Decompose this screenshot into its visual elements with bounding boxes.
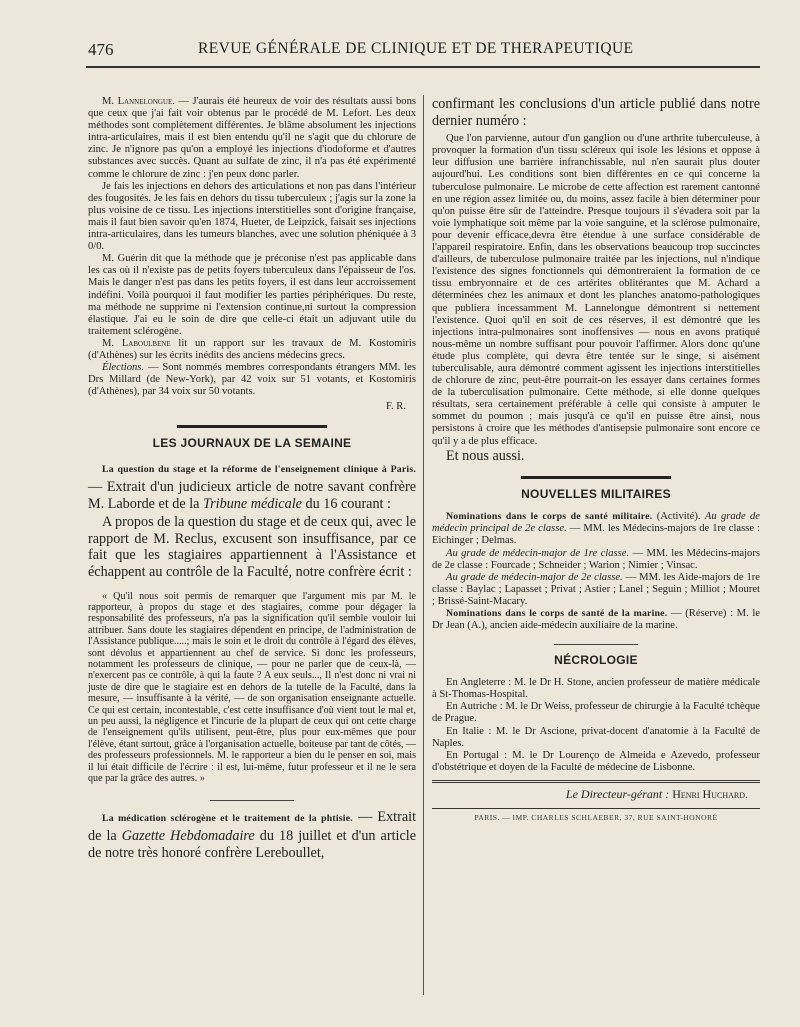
paragraph-assez: Et nous aussi. <box>446 447 525 464</box>
section-rule <box>177 425 327 428</box>
paragraph-marine <box>432 608 760 632</box>
speaker-name: Lannelongue. <box>117 96 175 107</box>
section-rule <box>521 476 671 479</box>
paragraph-grade3 <box>432 572 760 608</box>
column-divider <box>423 95 424 995</box>
paragraph-text: du 18 juillet et d'un article de notre très honoré confrère Lereboullet, <box>88 828 416 861</box>
page-number: 476 <box>88 40 114 59</box>
paragraph-nominations <box>432 511 760 547</box>
paragraph-text: — Extrait d'un judicieux article de notre savant confrère M. Laborde et de la <box>88 478 416 512</box>
left-column <box>88 96 416 861</box>
article-lead: La question du stage et la réforme de l'enseignement clinique à Paris. <box>102 464 416 476</box>
paragraph-ganglion: Que l'on parvienne, autour d'un ganglion ou d'une arthrite tuberculeuse, à provoquer la formation d'un tissu scléreux qui isole les lésions et oppose à leur diffusion une barrière infranchissable, nul n'en saurait plus douter aujourd'hui. Les conditions sont bien différentes en ce qui concerne la tuberculose pulmonaire. Le microbe de cette affection est rarement cantonné en une région assez limitée ou, du moins, assez facile à bien déterminer pour qu'on puisse être sûr de l'atteindre. Presque toujours il s'évadera soit par la voie lymphatique soit même par la voie sanguine, et la sclérose pulmonaire, pour devenir efficace,devra être étendue à une surface considérable de l'appareil respiratoire. Enfin, dans les observations beaucoup trop succinctes d'ailleurs, de tuberculose pulmonaire traitée par les injections, nul n'indique l'existence des signes fonctionnels qui démontreraient la formation de ce tissu embryonnaire et de ces artérites oblitérantes que M. Achard a déterminées chez les animaux et dont les planches anatomo-pathologiques que publiera incessamment M. Lannelongue démontrent si nettement l'existence. Quoi qu'il en soit de ces réserves, il est démontré que les injections intra-pulmonaires sont inoffensives — nous en avons pratiqué nous-même un nombre suffisant pour pouvoir l'affirmer. Alors donc qu'une étude plus complète, qui devra être tentée sur le singe, si aisément tuberculisable, aura démontré comment agissent les injections interstitielles de chlorure de zinc, peut-être pourrait-on les essayer dans certaines formes de la tuberculisation pulmonaire. Cette méthode, si elle donne quelques résultats, sera certainement préférable à celle qui consiste à amputer le sommet du poumon ; mais jusqu'à ce qu'il en puisse être ainsi, nous persistons à croire que les méthodes d'antisepsie pulmonaire sont encore ce qu'il y a de plus efficace. <box>432 133 760 447</box>
paragraph-lannelongue: M. Lannelongue. — J'aurais été heureux de voir des résultats aussi bons que ceux que j'ai fait voir obtenus par le procédé de M. Lefort. Les deux méthodes sont complètement différentes. Je blâme absolument les injections intra-articulaires, mais il est bien entendu qu'il ne s'agit que du chlorure de zinc. Je n'ignore pas qu'on a employé les injections d'iodoforme et d'autres substances avec succès. Quant au sulfate de zinc, il n'a pas été expérimenté comme le chlorure de zinc : j'en peux donc parler. <box>88 96 417 180</box>
article-lead: La médication sclérogène et le traitement de la phtisie. <box>102 813 353 825</box>
paragraph-prefix: M. <box>102 337 122 349</box>
header-rule <box>86 66 760 68</box>
paragraph-text: (Activité). <box>652 511 701 523</box>
paragraph-continuation: confirmant les conclusions d'un article publié dans notre dernier numéro : <box>432 96 760 129</box>
publication-name: Tribune médicale <box>203 495 302 512</box>
paragraph-injections: Je fais les injections en dehors des articulations et non pas dans l'intérieur des fougosités. Je les fais en dehors du tissu tuberculeux ; j'agis sur la zone la plus voisine de ce tissu. Les injections interstitielles sont d'origine française, mais il faut bien savoir qu'en 1874, Hueter, de Leipzick, faisait ses injections intra-articulaires, dans les tumeurs blanches, avec une solution phéniquée à 3 0/0. <box>88 180 416 253</box>
elections-label: Élections. <box>102 362 145 374</box>
speaker-name: Laboulbene <box>121 337 171 349</box>
paragraph-grade2 <box>432 548 760 572</box>
director-name: Henri Huchard. <box>672 786 748 801</box>
page-header <box>88 38 748 64</box>
paragraph-stage-intro: A propos de la question du stage et de ceux qui, avec le rapport de M. Reclus, excusent son insuffisance, par ce fait que les stagiaires appartiennent à l'Assistance et échappent au contrôle de la Faculté, notre confrère écrit : <box>88 514 417 580</box>
grade-label: Au grade de médecin principal de 2e classe. <box>432 511 760 535</box>
quote-laborde: « Qu'il nous soit permis de remarquer que l'argument mis par M. le rapporteur, à propos du stage et des stagiaires, comme pour dégager la responsabilité des professeurs, n'a pas la signification qu'il semble vouloir lui attribuer. Sans doute les stagiaires dépendent en principe, de l'administration de l'Assistance publique.....; mais le soin et le droit du contrôle à l'égard des élèves, sont dévolus et appartiennent au chef de service. Si donc les professeurs, notamment les professeurs de clinique, — pour ne parler que de ceux-là, — n'exercent pas ce contrôle, à qui la faute ? A eux seuls..., Il n'est donc ni vrai ni juste de dire que le stagiaire est en dehors de la tutelle de la Faculté, dans la mesure, — insuffisante à la vérité, — de son organisation enseignante actuelle. Ce qui est certain, incontestable, c'est cette insuffisance d'où vient tout le mal et, un peu aussi, la négligence et l'incurie de la plupart de ceux qui ont cette charge de l'enseignement qu'ils utilisent, peut-être, plus pour eux-mêmes que pour l'élève, étant surtout, grâce à l'organisation actuelle, boiteuse par tant de côtés, — des professeurs professionnels. M. le rapporteur a bien du le penser en soi, mais il lui était difficile de l'écrire : il est, lui-même, futur professeur et il ne le sera que par la grâce des autres. » <box>88 590 417 784</box>
paragraph-text: — Extrait de la <box>88 809 417 844</box>
paragraph-elections <box>88 362 416 398</box>
paragraph-text: — MM. les Médecins-majors de 2e classe : Fourcade ; Schneider ; Warion ; Nimier ; Vinsac. <box>432 547 760 571</box>
grade-label: Au grade de médecin-major de 1re classe. <box>446 547 630 559</box>
paragraph-text: du 16 courant : <box>301 495 391 512</box>
paragraph-text: — Sont nommés membres correspondants étrangers MM. les Drs Millard (de New-York), par 42 voix sur 51 votants, et Kostomiris (d'Athènes), par 34 voix sur 50 votants. <box>88 362 416 398</box>
footer-rule <box>432 808 760 809</box>
paragraph-phtisie <box>88 809 416 861</box>
section-rule <box>554 644 638 645</box>
paragraph-text: — MM. les Aide-majors de 1re classe : Baylac ; Lapasset ; Privat ; Astier ; Lanel ; Seguin ; Milliot ; Mouret ; Brissé-Saint-Macary. <box>432 571 760 607</box>
paragraph-laboulbene <box>88 338 416 362</box>
journal-title: REVUE GÉNÉRALE DE CLINIQUE ET DE THERAPEUTIQUE <box>198 40 634 57</box>
article-lead: Nominations dans le corps de santé de la marine. <box>446 607 668 619</box>
right-column <box>432 96 760 822</box>
section-title-militaires: NOUVELLES MILITAIRES <box>521 487 671 502</box>
section-title-journaux: LES JOURNAUX DE LA SEMAINE <box>152 436 352 451</box>
necrology-entry: En Italie : M. le Dr Ascione, privat-docent d'anatomie à la Faculté de Naples. <box>432 725 760 749</box>
signature: F. R. <box>385 401 406 413</box>
paragraph-text: — J'aurais été heureux de voir des résultats aussi bons que ceux que j'ai fait voir obtenus par le procédé de M. Lefort. Les deux méthodes sont complètement différentes. Je blâme absolument les injections intra-articulaires, mais il est bien entendu qu'il ne s'agit que du chlorure de zinc. Je n'ignore pas qu'on a employé les injections d'iodoforme et d'autres substances avec succès. Quant au sulfate de zinc, il n'a pas été expérimenté comme le chlorure de zinc : j'en peux donc parler. <box>88 96 417 180</box>
grade-label: Au grade de médecin-major de 2e classe. <box>446 571 623 583</box>
paragraph-text: — (Réserve) : M. le Dr Jean (A.), ancien aide-médecin auxiliaire de la marine. <box>432 607 761 632</box>
necrology-entry: En Portugal : M. le Dr Lourenço de Almeida e Azevedo, professeur d'obstétrique et doyen de la Faculté de médecine de Lisbonne. <box>432 749 760 773</box>
publication-name: Gazette Hebdomadaire <box>121 828 255 844</box>
paragraph-text: — MM. les Médecins-majors de 1re classe : Eichinger ; Delmas. <box>432 523 760 547</box>
necrology-entry: En Autriche : M. le Dr Weiss, professeur de chirurgie à la Faculté tchèque de Prague. <box>432 701 760 725</box>
necrology-entry: En Angleterre : M. le Dr H. Stone, ancien professeur de matière médicale à St-Thomas-Hospital. <box>432 677 760 701</box>
paragraph-guerin: M. Guérin dit que la méthode que je préconise n'est pas applicable dans les cas où il n'existe pas de petits foyers tuberculeux dans l'épaisseur de l'os. Mais le danger n'est pas dans les petits foyers, il est dans leur accroissement indéfini. Voilà pourquoi il faut modifier les parties périphériques. Du reste, ma méthode ne supprime ni l'extension continue,ni surtout la compression élastique. J'ai eu le soin de dire que celle-ci était un adjuvant utile du traitement sclérogène. <box>88 253 416 337</box>
director-label: Le Directeur-gérant : <box>565 786 670 801</box>
section-title-necrologie: NÉCROLOGIE <box>554 653 638 668</box>
printer-imprint: PARIS. — IMP. CHARLES SCHLAEBER, 37, RUE SAINT-HONORÉ <box>474 812 718 822</box>
director-line <box>432 787 748 802</box>
article-lead: Nominations dans le corps de santé militaire. <box>446 511 653 523</box>
footer-rule <box>432 780 760 783</box>
subsection-rule <box>210 800 294 801</box>
paragraph-text: lit un rapport sur les travaux de M. Kostomiris (d'Athènes) sur les écrits inédits des anciens médecins grecs. <box>88 337 416 361</box>
paragraph-stage <box>88 460 416 512</box>
